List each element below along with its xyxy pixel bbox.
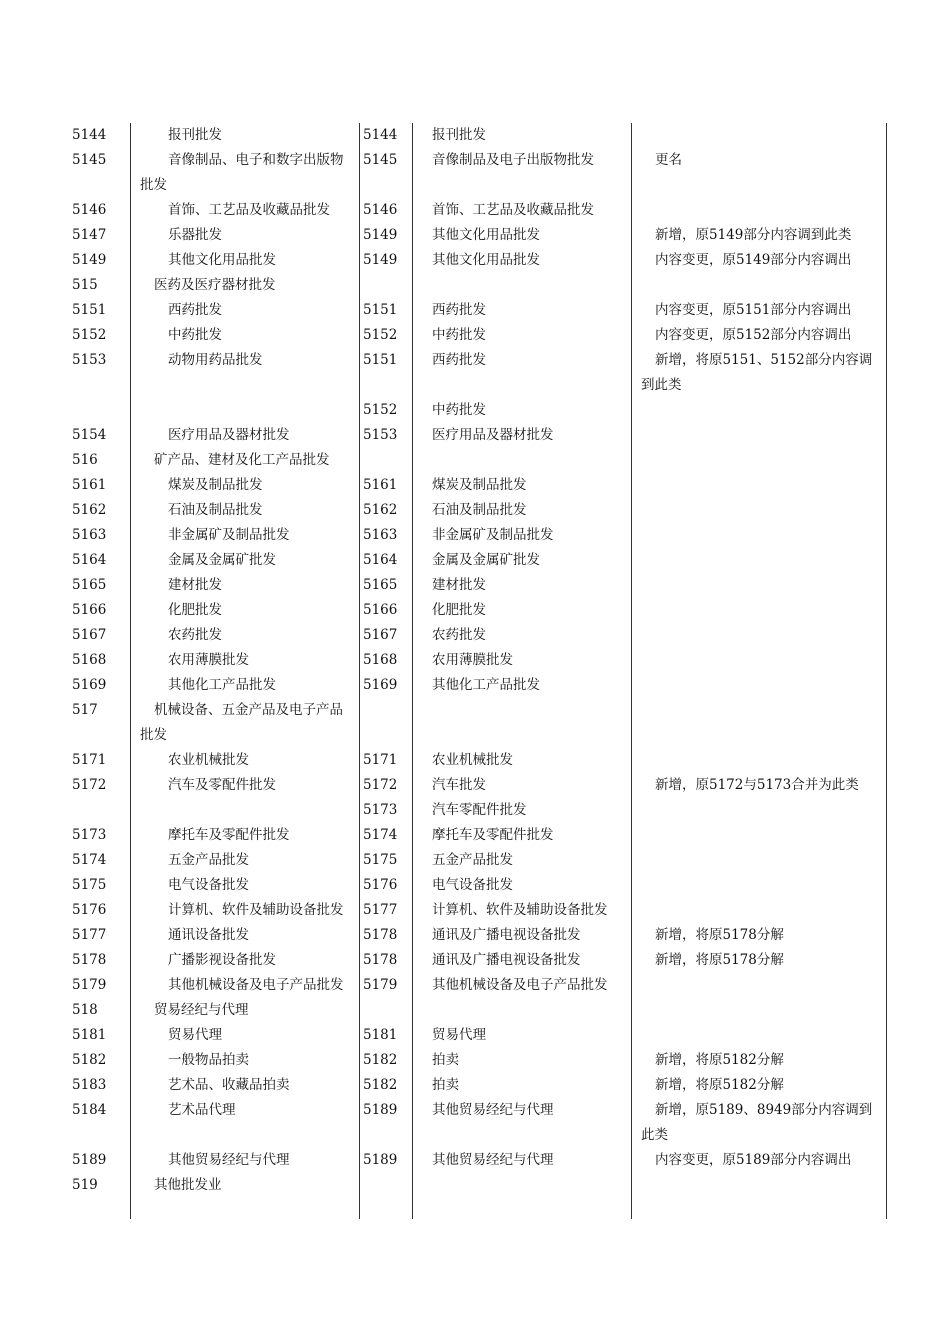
new-category-name: 其他文化用品批发 <box>168 252 276 268</box>
change-note <box>631 973 888 998</box>
old-code: 5151 <box>363 302 398 318</box>
change-note <box>631 198 888 223</box>
new-category-name: 电气设备批发 <box>168 877 249 893</box>
table-row <box>64 1023 888 1048</box>
old-category-name: 音像制品及电子出版物批发 <box>432 152 594 168</box>
table-row <box>64 398 888 423</box>
change-note: 新增，将原5151、5152部分内容调到此类 <box>641 352 873 393</box>
old-code: 5167 <box>363 627 398 643</box>
new-category-name: 农药批发 <box>168 627 222 643</box>
change-note: 内容变更，原5189部分内容调出 <box>655 1152 852 1168</box>
old-category-name: 建材批发 <box>432 577 486 593</box>
new-code: 5163 <box>72 527 107 543</box>
table-row <box>64 473 888 498</box>
new-category-name: 医疗用品及器材批发 <box>168 427 290 443</box>
new-category-name <box>130 798 359 823</box>
old-code: 5179 <box>363 977 398 993</box>
change-note <box>631 423 888 448</box>
table-row <box>64 598 888 623</box>
old-code: 5171 <box>363 752 398 768</box>
new-category-name: 建材批发 <box>168 577 222 593</box>
table-row <box>64 798 888 823</box>
new-code: 5144 <box>72 127 107 143</box>
change-note <box>631 498 888 523</box>
old-category-name <box>412 1173 631 1198</box>
table-row <box>64 973 888 998</box>
old-code: 5178 <box>363 952 398 968</box>
new-code: 516 <box>72 452 98 468</box>
new-category-name: 其他化工产品批发 <box>168 677 276 693</box>
change-note: 新增，将原5178分解 <box>655 927 784 943</box>
old-code: 5189 <box>363 1102 398 1118</box>
table-row <box>64 123 888 148</box>
new-category-name: 非金属矿及制品批发 <box>168 527 290 543</box>
new-code: 515 <box>72 277 98 293</box>
change-note <box>631 548 888 573</box>
old-category-name: 其他贸易经纪与代理 <box>432 1152 554 1168</box>
old-code: 5189 <box>363 1152 398 1168</box>
table-row <box>64 923 888 948</box>
old-code: 5178 <box>363 927 398 943</box>
old-code: 5146 <box>363 202 398 218</box>
change-note <box>631 898 888 923</box>
change-note <box>631 648 888 673</box>
old-code: 5152 <box>363 327 398 343</box>
new-category-name: 其他批发业 <box>154 1177 222 1193</box>
change-note: 新增，将原5182分解 <box>655 1052 784 1068</box>
old-category-name: 其他文化用品批发 <box>432 227 540 243</box>
classification-table <box>64 123 888 1219</box>
change-note: 新增，将原5182分解 <box>655 1077 784 1093</box>
new-code: 5175 <box>72 877 107 893</box>
new-category-name <box>130 398 359 423</box>
old-category-name: 汽车零配件批发 <box>432 802 527 818</box>
table-row <box>64 698 888 748</box>
table-row <box>64 948 888 973</box>
table-row <box>64 148 888 198</box>
new-code: 5173 <box>72 827 107 843</box>
new-category-name: 其他机械设备及电子产品批发 <box>168 977 344 993</box>
change-note <box>631 873 888 898</box>
new-category-name: 汽车及零配件批发 <box>168 777 276 793</box>
old-code: 5151 <box>363 352 398 368</box>
old-category-name: 计算机、软件及辅助设备批发 <box>432 902 608 918</box>
old-category-name: 摩托车及零配件批发 <box>432 827 554 843</box>
change-note <box>631 848 888 873</box>
old-code <box>359 448 412 473</box>
change-note: 新增，将原5178分解 <box>655 952 784 968</box>
new-category-name: 音像制品、电子和数字出版物批发 <box>140 152 344 193</box>
old-category-name: 金属及金属矿批发 <box>432 552 540 568</box>
old-category-name: 拍卖 <box>432 1077 459 1093</box>
new-code: 5182 <box>72 1052 107 1068</box>
change-note: 新增，原5149部分内容调到此类 <box>655 227 852 243</box>
table-row <box>64 498 888 523</box>
old-category-name: 报刊批发 <box>432 127 486 143</box>
new-code: 519 <box>72 1177 98 1193</box>
change-note: 内容变更，原5149部分内容调出 <box>655 252 852 268</box>
new-category-name: 一般物品拍卖 <box>168 1052 249 1068</box>
old-code: 5172 <box>363 777 398 793</box>
table-row <box>64 448 888 473</box>
old-category-name: 五金产品批发 <box>432 852 513 868</box>
old-code: 5161 <box>363 477 398 493</box>
old-code: 5166 <box>363 602 398 618</box>
new-code: 5165 <box>72 577 107 593</box>
new-code <box>64 398 130 423</box>
old-category-name: 非金属矿及制品批发 <box>432 527 554 543</box>
new-code: 5184 <box>72 1102 107 1118</box>
old-category-name: 西药批发 <box>432 302 486 318</box>
old-code: 5181 <box>363 1027 398 1043</box>
old-category-name <box>412 273 631 298</box>
table-row <box>64 298 888 323</box>
new-code <box>64 798 130 823</box>
new-code: 5161 <box>72 477 107 493</box>
new-category-name: 动物用药品批发 <box>168 352 263 368</box>
new-category-name: 五金产品批发 <box>168 852 249 868</box>
change-note <box>631 998 888 1023</box>
old-category-name: 西药批发 <box>432 352 486 368</box>
new-code: 5167 <box>72 627 107 643</box>
new-category-name: 中药批发 <box>168 327 222 343</box>
change-note: 新增，原5189、8949部分内容调到此类 <box>641 1102 873 1143</box>
change-note <box>631 823 888 848</box>
change-note <box>631 698 888 748</box>
new-category-name: 西药批发 <box>168 302 222 318</box>
table-row <box>64 1173 888 1198</box>
new-category-name: 摩托车及零配件批发 <box>168 827 290 843</box>
old-code <box>359 1173 412 1198</box>
table-row <box>64 523 888 548</box>
new-category-name: 艺术品、收藏品拍卖 <box>168 1077 290 1093</box>
old-category-name: 贸易代理 <box>432 1027 486 1043</box>
new-code: 517 <box>72 702 98 718</box>
old-category-name: 化肥批发 <box>432 602 486 618</box>
table-row <box>64 273 888 298</box>
old-category-name: 拍卖 <box>432 1052 459 1068</box>
new-category-name: 化肥批发 <box>168 602 222 618</box>
old-category-name: 汽车批发 <box>432 777 486 793</box>
old-code: 5182 <box>363 1077 398 1093</box>
new-code: 5147 <box>72 227 107 243</box>
table-row <box>64 748 888 773</box>
new-code: 5171 <box>72 752 107 768</box>
table-row <box>64 323 888 348</box>
new-category-name: 矿产品、建材及化工产品批发 <box>154 452 330 468</box>
change-note <box>631 598 888 623</box>
old-category-name: 医疗用品及器材批发 <box>432 427 554 443</box>
old-category-name: 电气设备批发 <box>432 877 513 893</box>
change-note <box>631 1023 888 1048</box>
old-category-name: 其他化工产品批发 <box>432 677 540 693</box>
new-code: 5177 <box>72 927 107 943</box>
new-code: 5178 <box>72 952 107 968</box>
old-category-name: 首饰、工艺品及收藏品批发 <box>432 202 594 218</box>
old-code: 5162 <box>363 502 398 518</box>
old-code: 5145 <box>363 152 398 168</box>
old-code: 5177 <box>363 902 398 918</box>
table-body <box>64 123 888 1198</box>
old-code: 5175 <box>363 852 398 868</box>
old-code: 5152 <box>363 402 398 418</box>
new-code: 5152 <box>72 327 107 343</box>
old-code: 5182 <box>363 1052 398 1068</box>
table-row <box>64 848 888 873</box>
change-note <box>631 623 888 648</box>
change-note: 更名 <box>655 152 682 168</box>
new-category-name: 贸易经纪与代理 <box>154 1002 249 1018</box>
change-note <box>631 523 888 548</box>
change-note <box>631 1173 888 1198</box>
new-category-name: 医药及医疗器材批发 <box>154 277 276 293</box>
old-code <box>359 273 412 298</box>
old-category-name: 其他贸易经纪与代理 <box>432 1102 554 1118</box>
change-note <box>631 398 888 423</box>
new-code: 5181 <box>72 1027 107 1043</box>
old-category-name: 农药批发 <box>432 627 486 643</box>
old-code: 5165 <box>363 577 398 593</box>
new-code: 5183 <box>72 1077 107 1093</box>
table-row <box>64 648 888 673</box>
old-code <box>359 698 412 748</box>
new-code: 5151 <box>72 302 107 318</box>
new-code: 5145 <box>72 152 107 168</box>
old-category-name: 通讯及广播电视设备批发 <box>432 952 581 968</box>
table-row <box>64 998 888 1023</box>
old-code: 5153 <box>363 427 398 443</box>
change-note: 内容变更，原5152部分内容调出 <box>655 327 852 343</box>
new-code: 5154 <box>72 427 107 443</box>
old-category-name: 中药批发 <box>432 402 486 418</box>
old-category-name: 农用薄膜批发 <box>432 652 513 668</box>
change-note <box>631 798 888 823</box>
old-code: 5176 <box>363 877 398 893</box>
table-row <box>64 1073 888 1098</box>
old-code: 5168 <box>363 652 398 668</box>
table-row <box>64 823 888 848</box>
new-code: 5179 <box>72 977 107 993</box>
old-category-name: 煤炭及制品批发 <box>432 477 527 493</box>
new-category-name: 通讯设备批发 <box>168 927 249 943</box>
old-category-name <box>412 998 631 1023</box>
old-code: 5164 <box>363 552 398 568</box>
new-category-name: 其他贸易经纪与代理 <box>168 1152 290 1168</box>
new-category-name: 乐器批发 <box>168 227 222 243</box>
new-category-name: 机械设备、五金产品及电子产品批发 <box>140 702 343 743</box>
change-note <box>631 448 888 473</box>
table-row <box>64 1098 888 1148</box>
table-row <box>64 1048 888 1073</box>
new-code: 5149 <box>72 252 107 268</box>
new-code: 5164 <box>72 552 107 568</box>
table-row <box>64 223 888 248</box>
new-category-name: 首饰、工艺品及收藏品批发 <box>168 202 330 218</box>
change-note: 新增，原5172与5173合并为此类 <box>655 777 859 793</box>
new-code: 5189 <box>72 1152 107 1168</box>
change-note <box>631 573 888 598</box>
old-code: 5149 <box>363 227 398 243</box>
old-category-name <box>412 448 631 473</box>
old-category-name: 通讯及广播电视设备批发 <box>432 927 581 943</box>
new-code: 5174 <box>72 852 107 868</box>
old-category-name: 中药批发 <box>432 327 486 343</box>
table-row <box>64 673 888 698</box>
old-category-name: 农业机械批发 <box>432 752 513 768</box>
new-category-name: 石油及制品批发 <box>168 502 263 518</box>
old-code <box>359 998 412 1023</box>
new-category-name: 贸易代理 <box>168 1027 222 1043</box>
change-note <box>631 473 888 498</box>
new-category-name: 煤炭及制品批发 <box>168 477 263 493</box>
change-note <box>631 673 888 698</box>
old-category-name <box>412 698 631 748</box>
new-category-name: 广播影视设备批发 <box>168 952 276 968</box>
old-code: 5169 <box>363 677 398 693</box>
new-category-name: 农业机械批发 <box>168 752 249 768</box>
old-code: 5173 <box>363 802 398 818</box>
new-category-name: 艺术品代理 <box>168 1102 236 1118</box>
new-category-name: 计算机、软件及辅助设备批发 <box>168 902 344 918</box>
old-code: 5174 <box>363 827 398 843</box>
table-row <box>64 348 888 398</box>
old-code: 5163 <box>363 527 398 543</box>
old-code: 5144 <box>363 127 398 143</box>
new-code: 5146 <box>72 202 107 218</box>
table-row <box>64 548 888 573</box>
old-category-name: 其他机械设备及电子产品批发 <box>432 977 608 993</box>
new-code: 5168 <box>72 652 107 668</box>
new-code: 5162 <box>72 502 107 518</box>
table-row <box>64 248 888 273</box>
table-row <box>64 1148 888 1173</box>
table-row <box>64 198 888 223</box>
new-category-name: 报刊批发 <box>168 127 222 143</box>
old-category-name: 其他文化用品批发 <box>432 252 540 268</box>
change-note <box>631 273 888 298</box>
change-note <box>631 123 888 148</box>
change-note: 内容变更，原5151部分内容调出 <box>655 302 852 318</box>
new-code: 518 <box>72 1002 98 1018</box>
new-code: 5176 <box>72 902 107 918</box>
old-code: 5149 <box>363 252 398 268</box>
table-row <box>64 873 888 898</box>
old-category-name: 石油及制品批发 <box>432 502 527 518</box>
new-code: 5172 <box>72 777 107 793</box>
new-code: 5169 <box>72 677 107 693</box>
table-row <box>64 623 888 648</box>
change-note <box>631 748 888 773</box>
new-code: 5153 <box>72 352 107 368</box>
table-row <box>64 898 888 923</box>
table-row <box>64 773 888 798</box>
new-category-name: 农用薄膜批发 <box>168 652 249 668</box>
table-row <box>64 573 888 598</box>
new-code: 5166 <box>72 602 107 618</box>
new-category-name: 金属及金属矿批发 <box>168 552 276 568</box>
table-row <box>64 423 888 448</box>
